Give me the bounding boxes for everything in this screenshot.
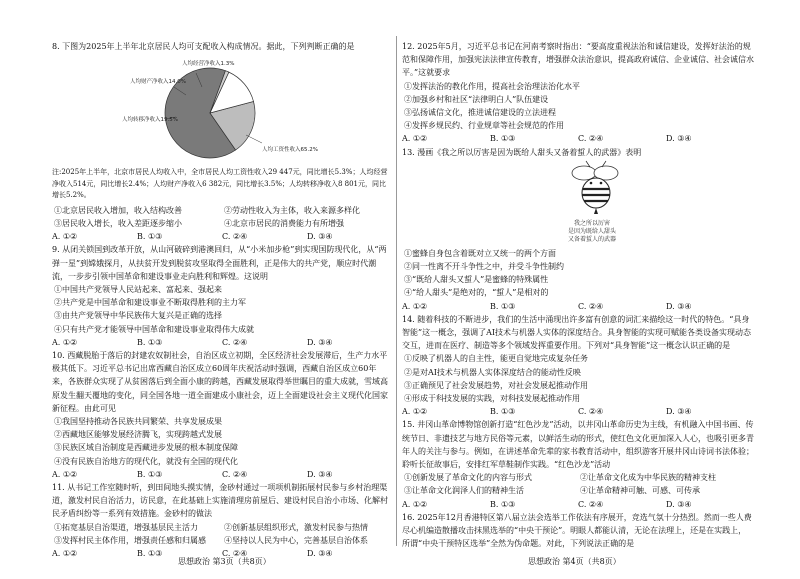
column-divider [396,36,397,546]
bee-cartoon-svg [552,159,642,247]
q12-choice-b[interactable]: B. ①③ [490,134,516,144]
q8-choices [52,230,392,243]
q11-options-row2 [52,534,392,547]
q13-option-1: ①蜜蜂自身包含着既对立又统一的两个方面 [404,248,556,258]
right-column [402,40,754,551]
q11-choice-c[interactable]: C. ②④ [222,548,248,558]
q14-choice-c[interactable]: C. ②④ [578,407,604,417]
q10-option-3: ③民族区域自治制度是西藏进步发展的根本制度保障 [54,443,238,453]
pie-label-property: 人均财产净收入14.0% [130,79,186,86]
leader-line-wage [246,135,262,143]
q13-cartoon [402,159,754,247]
q8-stem: 8. 下图为2025年上半年北京居民人均可支配收入构成情况。据此，下列判断正确的是 [52,42,355,51]
q14-option-4: ④形成于科技发展的实践，对科技发展起推动作用 [404,394,580,404]
pie-label-wage: 人均工资性收入65.2% [262,147,318,154]
q14-choice-d[interactable]: D. ③④ [666,407,692,417]
left-column [52,40,392,560]
pie-label-business: 人均经营净收入1.3% [182,61,235,68]
q11-option-4: ④坚持以人民为中心，完善基层自治体系 [224,535,368,545]
q10-option-1: ①我国坚持推动各民族共同繁荣、共享发展成果 [54,416,222,426]
q13-stem: 13. 漫画《我之所以厉害是因为既给人甜头又备着蜇人的武器》表明 [402,147,642,157]
q8-options-row1 [52,204,392,217]
q12-choice-a[interactable]: A. ①② [402,134,428,144]
bee-eye-right [600,182,603,185]
q14-choice-b[interactable]: B. ①③ [490,407,516,417]
q10-option-4: ④没有民族自治地方的现代化，就没有全国的现代化 [54,456,238,466]
question-15 [402,418,754,510]
q8-choice-d[interactable]: D. ③④ [307,232,333,242]
bee-eye-left [590,182,593,185]
q10-stem: 10. 西藏脱胎于落后的封建农奴制社会，自治区成立初期，全区经济社会发展滞后，生产力水平极其低下。习近平总书记出席西藏自治区成立60周年庆祝活动时强调，西藏自治区成立60年来，各族群众实现了从贫困落后到全面小康的跨越，西藏发展取得举世瞩目的重大成就，雪域高原发生翻天覆地的变化，同全国各地一道全面建成小康社会，迈上全面建设社会主义现代化国家新征程。由此可见 [52,350,388,413]
q12-choice-d[interactable]: D. ③④ [666,134,692,144]
q8-option-4: ④北京市居民的消费能力有所增强 [224,218,344,228]
q15-option-2: ②让革命文化成为中华民族的精神支柱 [580,473,716,483]
bee-antennae [586,161,606,167]
q13-choice-c[interactable]: C. ②④ [578,301,604,311]
q8-choice-c[interactable]: C. ②④ [222,232,248,242]
q8-option-3: ③居民收入增长，收入差距逐步缩小 [54,218,182,228]
q8-options-row2 [52,217,392,230]
q9-choice-a[interactable]: A. ①② [52,337,78,347]
q13-option-4: ④“给人甜头”是绝对的，“蜇人”是相对的 [404,288,549,298]
q11-options-row1 [52,521,392,534]
q15-options-row1 [402,471,754,484]
q9-option-2: ②共产党是中国革命和建设事业不断取得胜利的主力军 [54,298,246,308]
q8-choice-b[interactable]: B. ①③ [137,232,163,242]
q13-choice-a[interactable]: A. ①② [402,301,428,311]
q11-stem: 11. 从书记工作室随时听，到田间地头摸实情，金砂村通过一项项机制拓展村民参与乡村治理渠道，激发村民自治活力，访民意，在此基础上实施清理房前屋后、建设村民自治小市场、化解村民矛盾纠纷等一系列有效措施。金砂村的做法 [52,482,388,519]
q9-choice-d[interactable]: D. ③④ [307,337,333,347]
question-14 [402,313,754,419]
bee-body [582,178,610,208]
q14-option-2: ②是对AI技术与机器人实体深度结合的能动性反映 [404,367,581,377]
q11-option-3: ③发挥村民主体作用，增强责任感和归属感 [54,535,206,545]
q9-option-4: ④只有共产党才能领导中国革命和建设事业取得伟大成就 [54,324,254,334]
q14-choice-a[interactable]: A. ①② [402,407,428,417]
q12-option-2: ②加强乡村和社区“法律明白人”队伍建设 [404,94,549,104]
q11-choice-a[interactable]: A. ①② [52,548,78,558]
q10-option-2: ②西藏地区能够发展经济腾飞，实现跨越式发展 [54,430,222,440]
q8-pie-chart [52,55,392,165]
q8-note: 注:2025年上半年，北京市居民人均收入中，全市居民人均工资性收入29 447元，同比增长5.3%；人均经营净收入514元，同比增长2.4%；人均财产净收入6 382元，同比增长3.5%；人均转移净收入8 801元，同比增长5.2%。 [52,168,388,200]
bee-stinger-icon [594,208,598,214]
q11-option-1: ①拓宽基层自治渠道，增强基层民主活力 [54,522,198,532]
q9-option-3: ③由共产党领导中华民族伟大复兴是正确的选择 [54,311,222,321]
cartoon-caption-2: 是因为既给人甜头 [568,227,617,235]
q14-choices [402,405,754,418]
q8-option-1: ①北京居民收入增加，收入结构改善 [54,205,182,215]
q10-choice-c[interactable]: C. ②④ [222,469,248,479]
q9-choice-c[interactable]: C. ②④ [222,337,248,347]
q14-option-1: ①反映了机器人的自主性，能更自觉地完成复杂任务 [404,354,588,364]
q13-option-2: ②同一性离不开斗争性之中，并受斗争性制约 [404,262,564,272]
q8-option-2: ②劳动性收入为主体，收入来源多样化 [224,205,360,215]
question-13 [402,146,754,313]
footer-page-3: 思想政治 第3页（共8页） [178,557,271,566]
bee-wing-left [572,166,596,180]
question-9 [52,243,392,349]
q14-option-3: ③正确预见了社会发展趋势，对社会发展起推动作用 [404,380,588,390]
q11-option-2: ②创新基层组织形式，激发村民参与热情 [224,522,368,532]
q12-option-3: ③弘扬诚信文化，推进诚信建设的立法进程 [404,108,556,118]
q10-choice-a[interactable]: A. ①② [52,469,78,479]
question-8 [52,40,392,243]
q12-option-1: ①发挥法治的教化作用，提高社会治理法治化水平 [404,81,580,91]
q9-stem: 9. 从闭关锁国到改革开放，从山河破碎到港澳回归，从“小米加步枪”到实现国防现代化，从“两弹一星”到嫦娥探月，从扶贫开发到脱贫攻坚取得全面胜利，正是伟大的共产党，顺应时代潮流，一步步引领中国革命和建设事业走向胜利和辉煌。这说明 [52,245,387,281]
footer-page-4: 思想政治 第4页（共8页） [528,557,621,566]
q12-stem: 12. 2025年5月，习近平总书记在河南考察时指出：“要高度重视法治和诚信建设，发挥好法治的规范和保障作用，加强宪法法律宣传教育，增强群众法治意识，提高政府诚信、企业诚信、社会诚信水平。”这就要求 [402,42,754,78]
q15-choice-b[interactable]: B. ①③ [490,499,516,509]
q13-choices [402,300,754,313]
q15-choice-a[interactable]: A. ①② [402,499,428,509]
question-11 [52,481,392,560]
q13-option-3: ③“既给人甜头又蜇人”是蜜蜂的特殊属性 [404,275,549,285]
q9-choices [52,336,392,349]
q11-choice-d[interactable]: D. ③④ [307,548,333,558]
q15-option-3: ③让革命文化润泽人们的精神生活 [404,486,524,496]
q15-choices [402,498,754,511]
q9-choice-b[interactable]: B. ①③ [137,337,163,347]
q16-stem: 16. 2025年12月香港特区第八届立法会选举工作依法有序展开，竞选气氛十分热烈。然而一些人费尽心机编造散播攻击抹黑选举的“中央干预论”。明眼人都能认清，无论在法理上，还是在实践上，所谓“中央干预特区选举”全然为伪命题。对此，下列说法正确的是 [402,512,752,549]
q15-option-4: ④让革命精神可触、可感、可传承 [580,486,700,496]
q11-choice-b[interactable]: B. ①③ [137,548,163,558]
q13-choice-b[interactable]: B. ①③ [490,301,516,311]
question-16 [402,511,754,551]
pie-label-transfer: 人均转移净收入19.5% [122,117,178,124]
q15-choice-d[interactable]: D. ③④ [666,499,692,509]
q15-options-row2 [402,484,754,497]
question-10 [52,349,392,481]
q12-option-4: ④发挥乡规民约、行业规章等社会规范的作用 [404,121,564,131]
q15-choice-c[interactable]: C. ②④ [578,499,604,509]
q12-choices [402,132,754,145]
cartoon-caption-1: 我之所以厉害 [574,219,611,227]
q13-choice-d[interactable]: D. ③④ [666,301,692,311]
q10-choice-b[interactable]: B. ①③ [137,469,163,479]
q12-choice-c[interactable]: C. ②④ [578,134,604,144]
cartoon-caption-3: 又备着蜇人的武器 [568,235,617,243]
q15-stem: 15. 井冈山革命博物馆创新打造“红色沙龙”活动，以井冈山革命历史为主线，有机融入中国书画、传统节日、非遗技艺与地方民俗等元素，以鲜活生动的形式，使红色文化更加深入人心，也吸引更多青年人的关注与参与。例如，在讲述革命先辈的家书教育活动中，组织游客开展井冈山诗词书法体验；聆听长征故事后，安排红军草鞋制作实践。“红色沙龙”活动 [402,420,754,470]
q10-choice-d[interactable]: D. ③④ [307,469,333,479]
question-12 [402,40,754,146]
q8-choice-a[interactable]: A. ①② [52,232,78,242]
q10-choices [52,468,392,481]
q14-stem: 14. 随着科技的不断进步，我们的生活中涌现出许多富有创意的词汇来描绘这一时代的特色。“具身智能”这一概念，强调了AI技术与机器人实体的深度结合。具身智能的实现可赋能各类设备实现动态交互，进而在医疗、制造等多个领域发挥重要作用。下列对“具身智能”这一概念认识正确的是 [402,314,752,351]
q9-option-1: ①中国共产党领导人民站起来、富起来、强起来 [54,284,222,294]
pie-chart-svg [122,55,342,165]
q15-option-1: ①创新发展了革命文化的内容与形式 [404,473,532,483]
